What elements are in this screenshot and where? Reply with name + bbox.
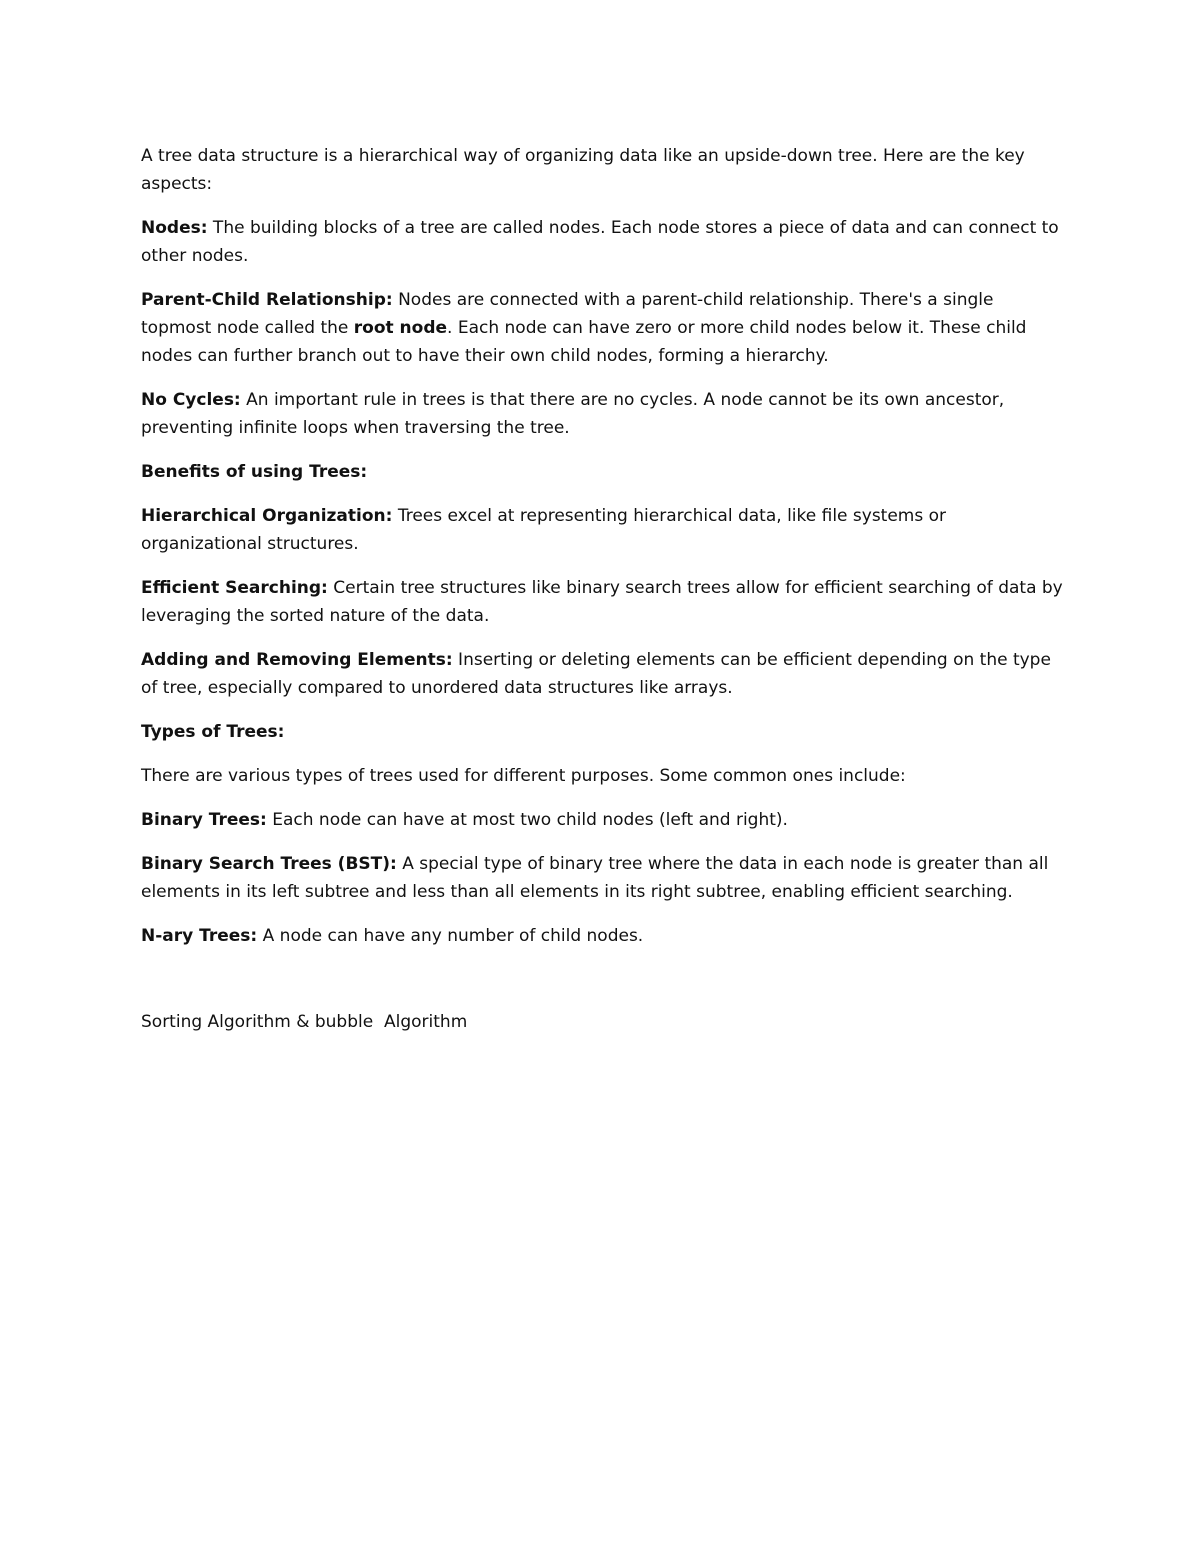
searching-term: Efficient Searching: xyxy=(141,578,328,598)
no-cycles-text: An important rule in trees is that there are no cycles. A node cannot be its own ancestor, preventing infinite loops when traversing the tree. xyxy=(141,390,1005,438)
intro-text: A tree data structure is a hierarchical way of organizing data like an upside-down tree. Here are the key aspects: xyxy=(141,146,1025,194)
nodes-paragraph xyxy=(141,214,1066,270)
binary-term: Binary Trees: xyxy=(141,810,267,830)
parent-child-text-after: . Each node can have zero or more child nodes below it. These child nodes can further branch out to have their own child nodes, forming a hierarchy. xyxy=(141,318,1027,366)
nary-text: A node can have any number of child nodes. xyxy=(257,926,644,946)
parent-child-text-before: Nodes are connected with a parent-child relationship. There's a single topmost node called the xyxy=(141,290,994,338)
hierarchical-text: Trees excel at representing hierarchical data, like file systems or organizational structures. xyxy=(141,506,947,554)
bst-paragraph xyxy=(141,850,1066,906)
nary-term: N-ary Trees: xyxy=(141,926,258,946)
binary-text: Each node can have at most two child nodes (left and right). xyxy=(266,810,788,830)
adding-removing-term: Adding and Removing Elements: xyxy=(141,650,453,670)
types-intro-text: There are various types of trees used for different purposes. Some common ones include: xyxy=(141,766,906,786)
parent-child-term: Parent-Child Relationship: xyxy=(141,290,393,310)
benefits-heading-text: Benefits of using Trees: xyxy=(141,462,368,482)
bst-term: Binary Search Trees (BST): xyxy=(141,854,397,874)
no-cycles-paragraph xyxy=(141,386,1066,442)
root-node-term: root node xyxy=(353,318,448,338)
footer-note-text: Sorting Algorithm & bubble Algorithm xyxy=(141,1012,468,1032)
document-body xyxy=(141,142,1066,1052)
bst-text: A special type of binary tree where the data in each node is greater than all elements in its left subtree and less than all elements in its right subtree, enabling efficient searching. xyxy=(141,854,1049,902)
footer-note-paragraph xyxy=(141,1008,1066,1036)
types-intro-paragraph xyxy=(141,762,1066,790)
types-heading xyxy=(141,718,1066,746)
blank-line xyxy=(141,966,1066,1008)
hierarchical-term: Hierarchical Organization: xyxy=(141,506,393,526)
nary-paragraph xyxy=(141,922,1066,950)
benefits-heading xyxy=(141,458,1066,486)
nodes-text: The building blocks of a tree are called nodes. Each node stores a piece of data and can connect to other nodes. xyxy=(141,218,1059,266)
searching-text: Certain tree structures like binary search trees allow for efficient searching of data by leveraging the sorted nature of the data. xyxy=(141,578,1063,626)
no-cycles-term: No Cycles: xyxy=(141,390,241,410)
intro-paragraph xyxy=(141,142,1066,198)
searching-paragraph xyxy=(141,574,1066,630)
binary-paragraph xyxy=(141,806,1066,834)
nodes-term: Nodes: xyxy=(141,218,208,238)
adding-removing-paragraph xyxy=(141,646,1066,702)
types-heading-text: Types of Trees: xyxy=(141,722,285,742)
adding-removing-text: Inserting or deleting elements can be efficient depending on the type of tree, especially compared to unordered data structures like arrays. xyxy=(141,650,1051,698)
parent-child-paragraph xyxy=(141,286,1066,370)
hierarchical-paragraph xyxy=(141,502,1066,558)
